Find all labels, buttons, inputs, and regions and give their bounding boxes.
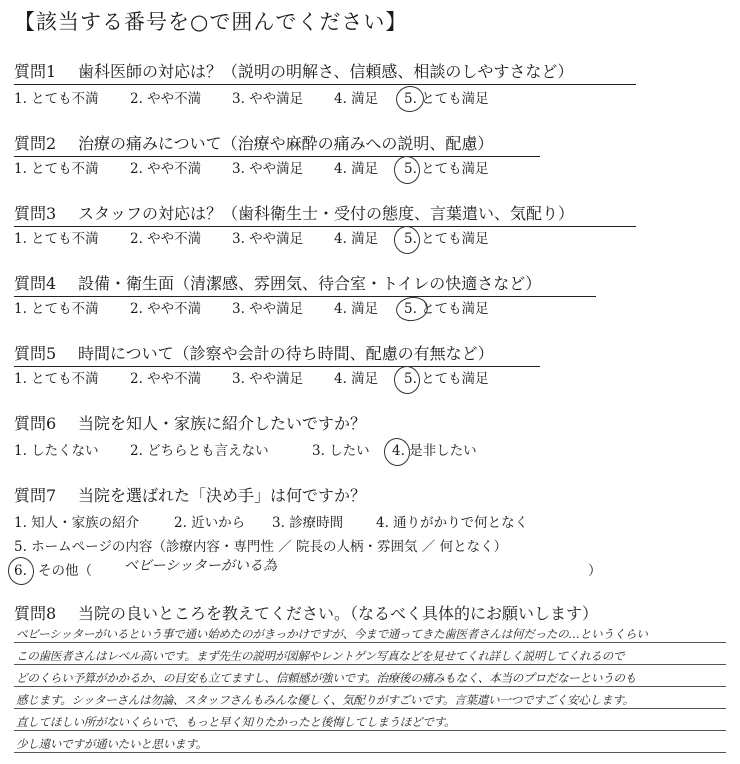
q8-answer-line-4: 感じます。シッターさんは勿論、スタッフさんもみんな優しく、気配りがすごいです。言葉遣い一つですごく安心します。 [16, 693, 634, 707]
q6-option-1[interactable]: 1. したくない [14, 443, 99, 459]
question-1-underline [14, 84, 636, 85]
q7-option-4[interactable]: 4. 通りがかりで何となく [376, 515, 529, 531]
question-6-number: 質問6 [14, 414, 57, 433]
q5-option-2[interactable]: 2. やや不満 [130, 371, 202, 387]
q1-option-3[interactable]: 3. やや満足 [232, 91, 304, 107]
q1-option-1[interactable]: 1. とても不満 [14, 91, 99, 107]
question-1-number: 質問1 [14, 62, 57, 81]
q3-option-3[interactable]: 3. やや満足 [232, 231, 304, 247]
q3-option-1[interactable]: 1. とても不満 [14, 231, 99, 247]
q1-selection-circle [394, 84, 425, 114]
q4-option-2[interactable]: 2. やや不満 [130, 301, 202, 317]
q1-option-4[interactable]: 4. 満足 [334, 91, 379, 107]
question-4-number: 質問4 [14, 274, 57, 293]
q2-option-4[interactable]: 4. 満足 [334, 161, 379, 177]
q1-option-5[interactable]: 5. とても満足 [404, 91, 489, 107]
question-6-text: 当院を知人・家族に紹介したいですか？ [78, 414, 367, 433]
question-2-text: 治療の痛みについて（治療や麻酔の痛みへの説明、配慮） [78, 134, 494, 153]
q5-option-3[interactable]: 3. やや満足 [232, 371, 304, 387]
question-2-underline [14, 156, 540, 157]
question-1-text: 歯科医師の対応は？（説明の明解さ、信頼感、相談のしやすさなど） [78, 62, 574, 81]
q7-option-2[interactable]: 2. 近いから [174, 515, 246, 531]
q8-answer-line-5: 直してほしい所がないくらいで、もっと早く知りたかったと後悔してしまうほどです。 [16, 715, 456, 729]
q3-option-2[interactable]: 2. やや不満 [130, 231, 202, 247]
q2-option-5[interactable]: 5. とても満足 [404, 161, 489, 177]
q6-option-2[interactable]: 2. どちらとも言えない [130, 443, 269, 459]
q8-answer-line-2: この歯医者さんはレベル高いです。まず先生の説明が図解やレントゲン写真などを見せてくれ詳しく説明してくれるので [16, 649, 625, 663]
q1-option-2[interactable]: 2. やや不満 [130, 91, 202, 107]
q5-option-5[interactable]: 5. とても満足 [404, 371, 489, 387]
q6-option-4[interactable]: 4. 是非したい [392, 443, 477, 459]
question-3-number: 質問3 [14, 204, 57, 223]
q4-option-4[interactable]: 4. 満足 [334, 301, 379, 317]
question-5-number: 質問5 [14, 344, 57, 363]
q3-option-4[interactable]: 4. 満足 [334, 231, 379, 247]
q6-option-3[interactable]: 3. したい [312, 443, 370, 459]
question-2-number: 質問2 [14, 134, 57, 153]
question-3-title [14, 204, 574, 224]
q4-option-1[interactable]: 1. とても不満 [14, 301, 99, 317]
q5-option-1[interactable]: 1. とても不満 [14, 371, 99, 387]
q2-option-1[interactable]: 1. とても不満 [14, 161, 99, 177]
question-4-text: 設備・衛生面（清潔感、雰囲気、待合室・トイレの快適さなど） [78, 274, 542, 293]
question-8-title [14, 604, 598, 624]
q8-answer-line-3: どのくらい予算がかかるか、の目安も立てますし、信頼感が強いです。治療後の痛みもなく、本当のプロだなーというのも [16, 671, 637, 685]
q8-answer-line-1: ベビーシッターがいるという事で通い始めたのがきっかけですが、今まで通ってきた歯医者さんは何だったの…というくらい [16, 627, 648, 641]
question-3-text: スタッフの対応は？（歯科衛生士・受付の態度、言葉遣い、気配り） [78, 204, 575, 223]
question-5-underline [14, 366, 540, 367]
question-8-number: 質問8 [14, 604, 57, 623]
answer-rule-5 [14, 730, 726, 731]
question-4-underline [14, 296, 596, 297]
q5-option-4[interactable]: 4. 満足 [334, 371, 379, 387]
q7-option-6-close: ） [588, 563, 602, 579]
question-1-title [14, 62, 573, 82]
answer-rule-3 [14, 686, 726, 687]
q8-answer-line-6: 少し遠いですが通いたいと思います。 [16, 737, 208, 751]
question-8-text: 当院の良いところを教えてください。（なるべく具体的にお願いします） [78, 604, 599, 623]
question-6-title [14, 414, 366, 434]
answer-rule-4 [14, 708, 726, 709]
q2-option-2[interactable]: 2. やや不満 [130, 161, 202, 177]
question-2-title [14, 134, 493, 154]
q7-option-6-number[interactable]: 6. [14, 563, 27, 579]
page-title: 【該当する番号を○で囲んでください】 [14, 10, 408, 34]
question-7-number: 質問7 [14, 486, 57, 505]
question-7-text: 当院を選ばれた「決め手」は何ですか？ [78, 486, 367, 505]
q4-option-5[interactable]: 5. とても満足 [404, 301, 489, 317]
question-4-title [14, 274, 541, 294]
q7-option-3[interactable]: 3. 診療時間 [272, 515, 344, 531]
q3-option-5[interactable]: 5. とても満足 [404, 231, 489, 247]
question-5-title [14, 344, 494, 364]
q7-option-5[interactable]: 5. ホームページの内容（診療内容・専門性 ／ 院長の人柄・雰囲気 ／ 何となく） [14, 539, 508, 555]
q7-option-6-label[interactable]: その他（ [38, 563, 92, 579]
question-5-text: 時間について（診察や会計の待ち時間、配慮の有無など） [78, 344, 494, 363]
q7-option-1[interactable]: 1. 知人・家族の紹介 [14, 515, 140, 531]
answer-rule-6 [14, 752, 726, 753]
question-7-title [14, 486, 366, 506]
answer-rule-2 [14, 664, 726, 665]
q7-other-handwritten: ベビーシッターがいる為 [124, 558, 277, 574]
question-3-underline [14, 226, 636, 227]
answer-rule-1 [14, 642, 726, 643]
q2-option-3[interactable]: 3. やや満足 [232, 161, 304, 177]
q4-option-3[interactable]: 3. やや満足 [232, 301, 304, 317]
q7-selection-circle [6, 555, 36, 586]
